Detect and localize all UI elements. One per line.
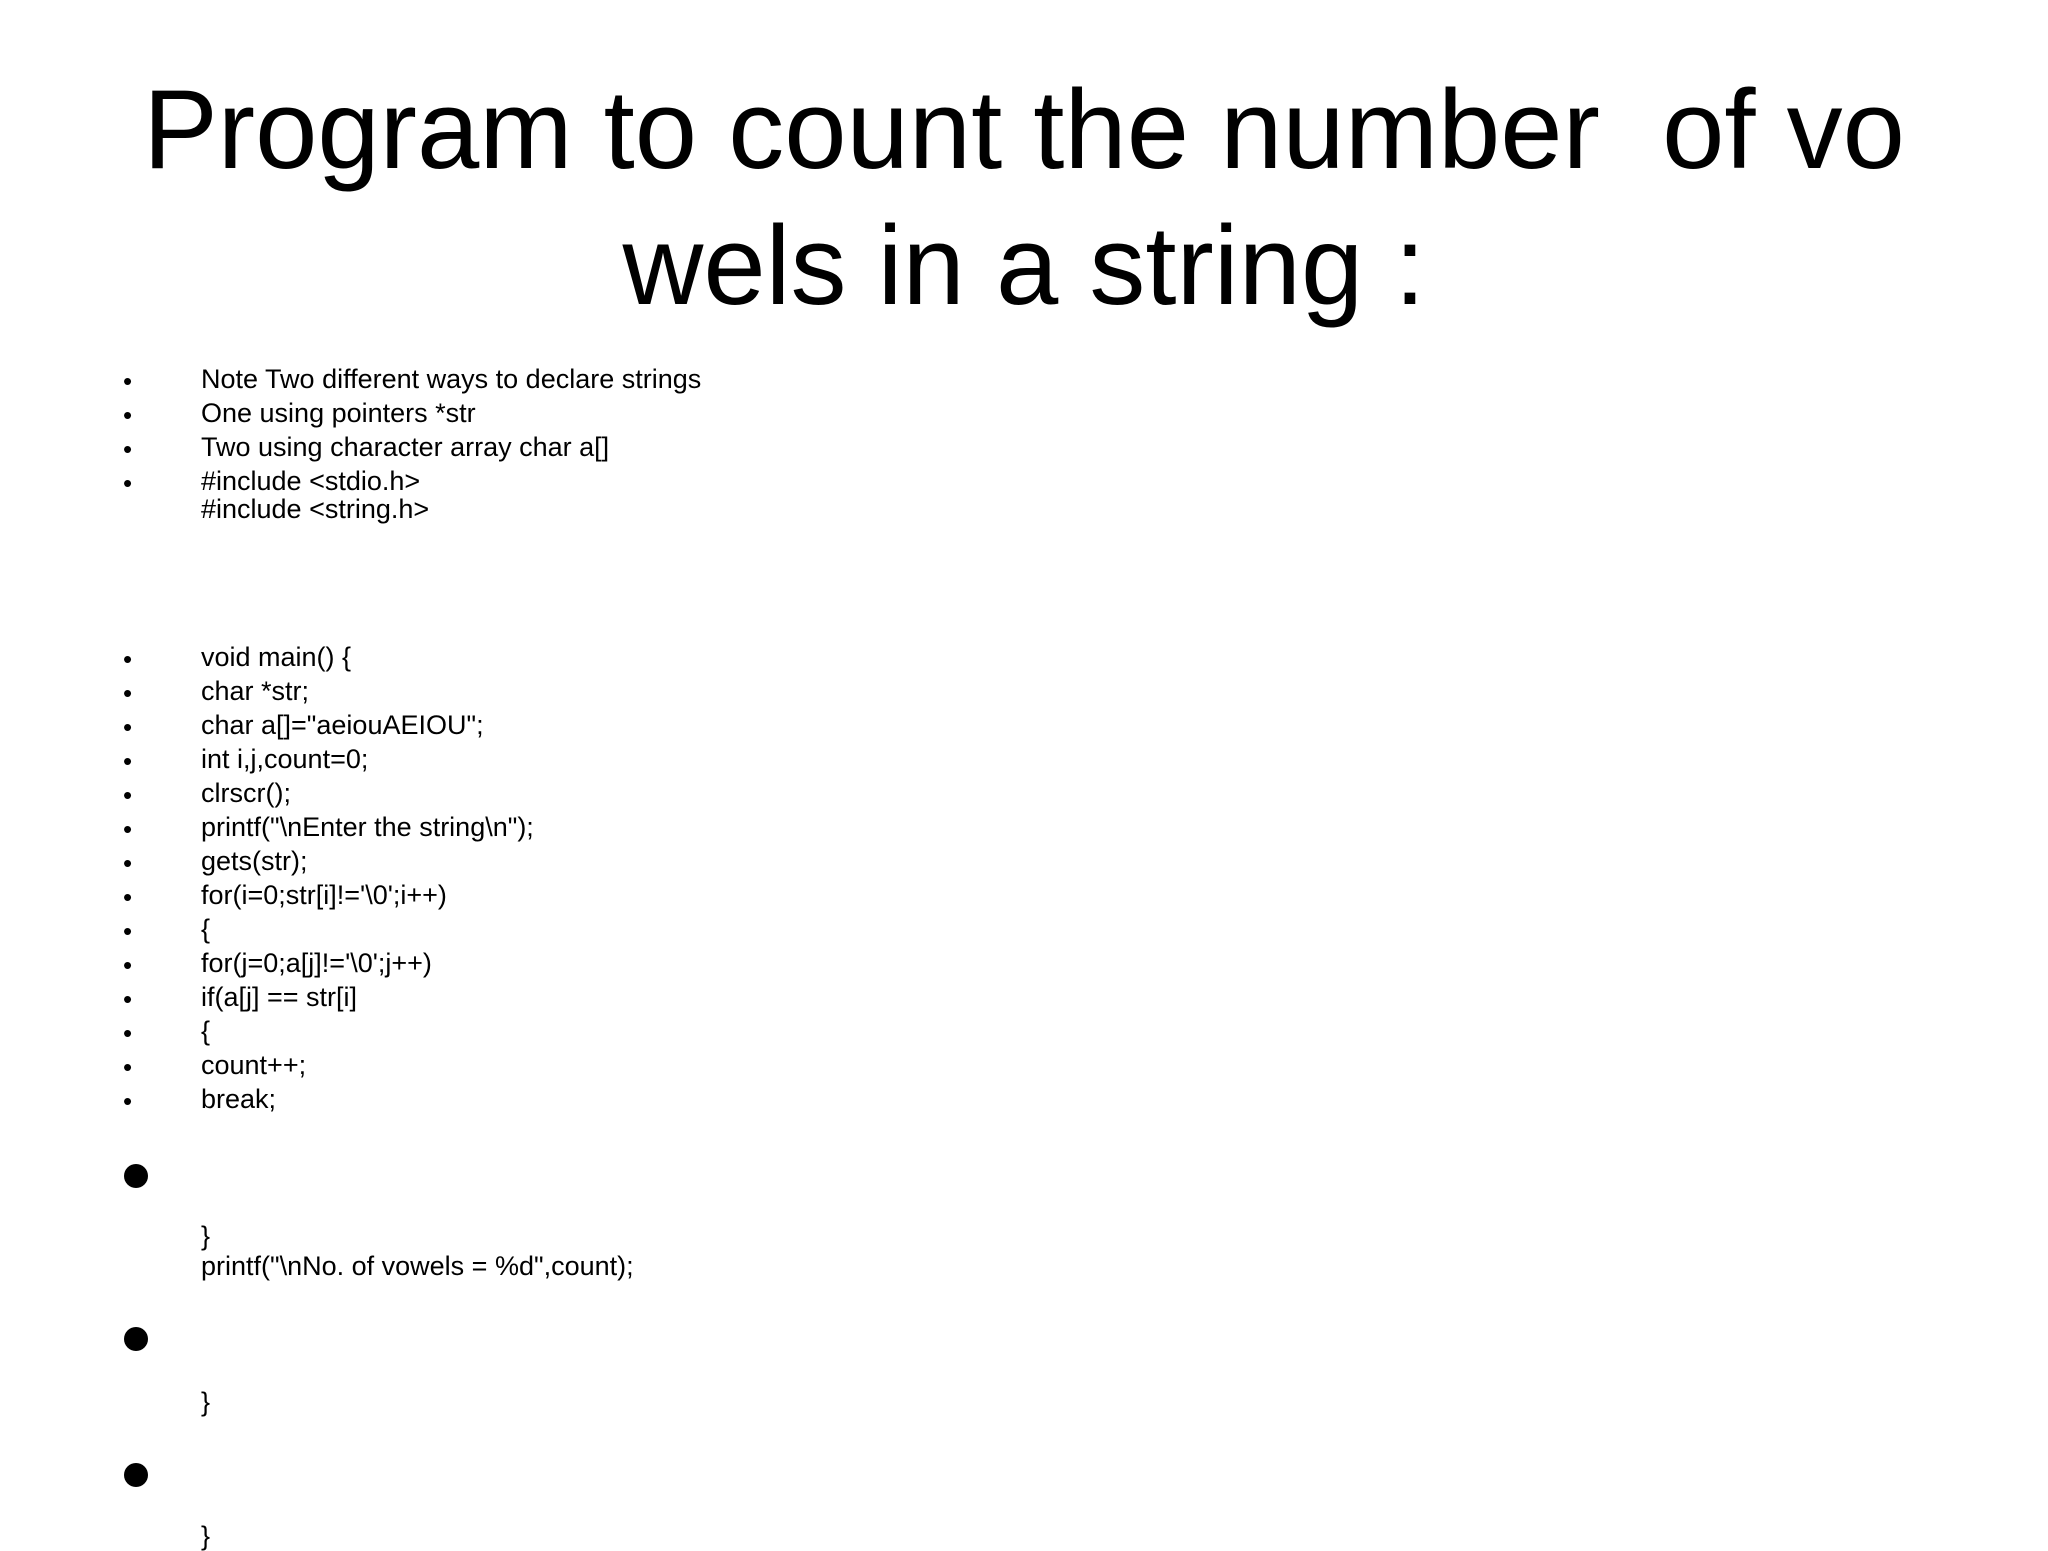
bullet-marker: • xyxy=(123,678,133,708)
bullet-marker: • xyxy=(123,1018,133,1048)
title-line-2: wels in a string : xyxy=(622,203,1426,328)
large-bullet-marker xyxy=(124,1327,148,1351)
code-line: { xyxy=(201,914,211,944)
code-line: } xyxy=(201,1521,211,1551)
code-line: for(j=0;a[j]!='\0';j++) xyxy=(201,948,432,978)
bullet-marker: • xyxy=(123,1052,133,1082)
bullet-text: Note Two different ways to declare strings xyxy=(201,364,702,394)
bullet-text: #include <string.h> xyxy=(201,494,430,524)
code-line: break; xyxy=(201,1084,277,1114)
code-line: printf("\nEnter the string\n"); xyxy=(201,812,534,842)
bullet-marker: • xyxy=(123,882,133,912)
bullet-marker: • xyxy=(123,400,133,430)
bullet-marker: • xyxy=(123,984,133,1014)
bullet-marker: • xyxy=(123,950,133,980)
code-line: void main() { xyxy=(201,642,352,672)
slide-title xyxy=(0,62,2048,334)
code-line: for(i=0;str[i]!='\0';i++) xyxy=(201,880,447,910)
code-line: } xyxy=(201,1387,211,1417)
large-bullet-marker xyxy=(124,1463,148,1487)
code-line: char a[]="aeiouAEIOU"; xyxy=(201,710,484,740)
bullet-marker: • xyxy=(123,746,133,776)
bullet-marker: • xyxy=(123,366,133,396)
bullet-marker: • xyxy=(123,848,133,878)
bullet-marker: • xyxy=(123,916,133,946)
code-line: gets(str); xyxy=(201,846,308,876)
bullet-marker: • xyxy=(123,468,133,498)
bullet-marker: • xyxy=(123,712,133,742)
code-line: } xyxy=(201,1221,211,1251)
bullet-marker: • xyxy=(123,814,133,844)
bullet-marker: • xyxy=(123,1086,133,1116)
bullet-marker: • xyxy=(123,644,133,674)
code-line: int i,j,count=0; xyxy=(201,744,369,774)
bullet-text: Two using character array char a[] xyxy=(201,432,610,462)
code-line: clrscr(); xyxy=(201,778,291,808)
bullet-text: #include <stdio.h> xyxy=(201,466,421,496)
code-line: char *str; xyxy=(201,676,310,706)
code-line: printf("\nNo. of vowels = %d",count); xyxy=(201,1251,634,1281)
bullet-marker: • xyxy=(123,434,133,464)
code-line: if(a[j] == str[i] xyxy=(201,982,358,1012)
bullet-marker: • xyxy=(123,780,133,810)
code-line: count++; xyxy=(201,1050,307,1080)
bullet-text: One using pointers *str xyxy=(201,398,476,428)
code-line: { xyxy=(201,1016,211,1046)
title-line-1: Program to count the number of vo xyxy=(143,67,1905,192)
large-bullet-marker xyxy=(124,1164,148,1188)
